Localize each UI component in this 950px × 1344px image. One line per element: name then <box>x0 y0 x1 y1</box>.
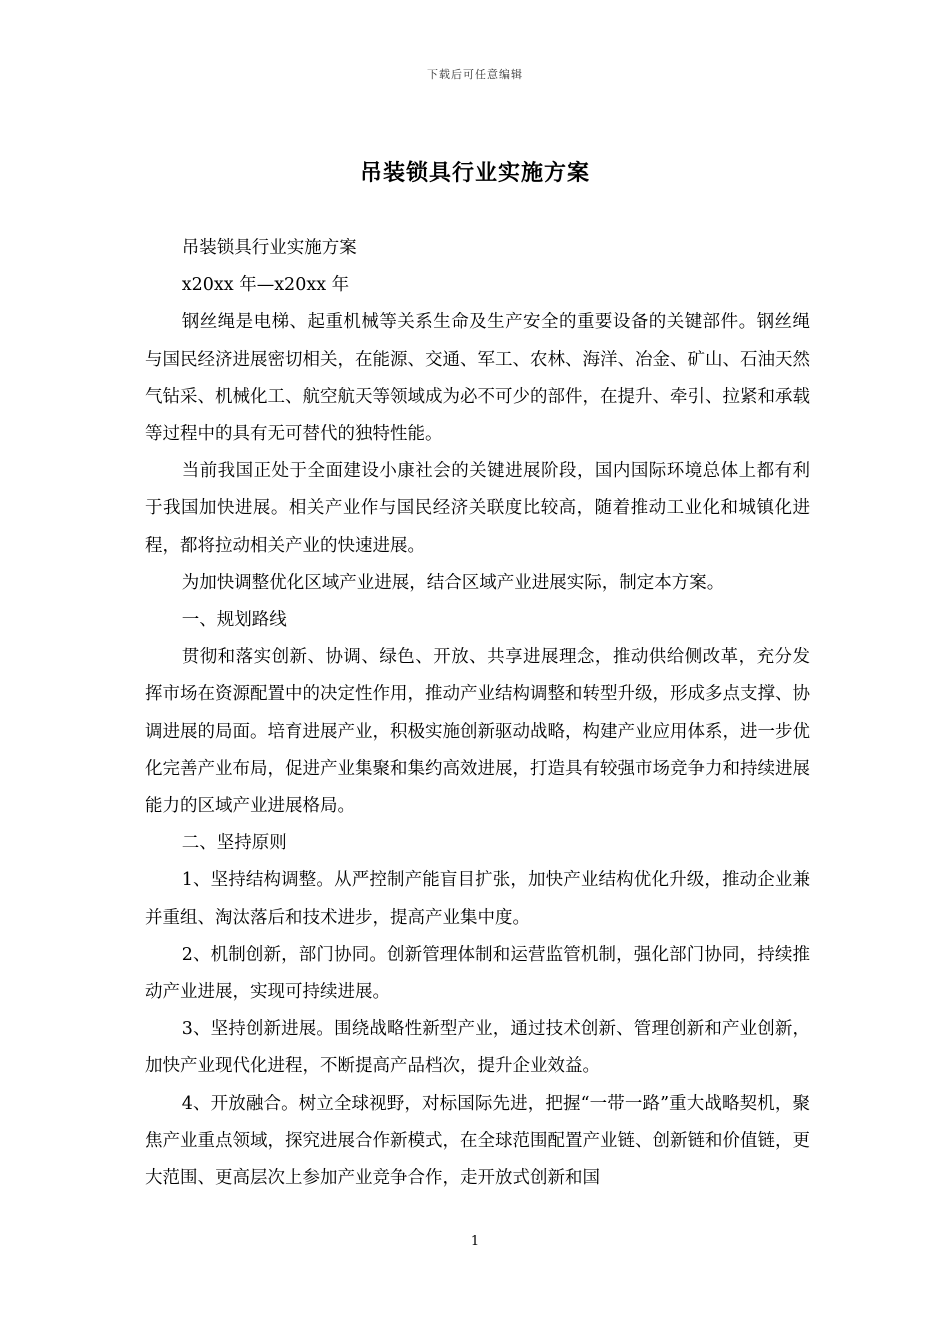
paragraph: 2、机制创新，部门协同。创新管理体制和运营监管机制，强化部门协同，持续推动产业进展，实现可持续进展。 <box>145 944 810 1003</box>
paragraph: 3、坚持创新进展。围绕战略性新型产业，通过技术创新、管理创新和产业创新，加快产业现代化进程，不断提高产品档次，提升企业效益。 <box>145 1019 810 1077</box>
document-body <box>145 230 810 1197</box>
section-heading: 二、坚持原则 <box>181 833 287 854</box>
paragraph: 当前我国正处于全面建设小康社会的关键进展阶段，国内国际环境总体上都有利于我国加快进展。相关产业作与国民经济关联度比较高，随着推动工业化和城镇化进程，都将拉动相关产业的快速进展。 <box>145 461 810 556</box>
paragraph: 4、开放融合。树立全球视野，对标国际先进，把握“一带一路”重大战略契机，聚焦产业重点领域，探究进展合作新模式，在全球范围配置产业链、创新链和价值链，更大范围、更高层次上参加产业竞争合作，走开放式创新和国 <box>145 1093 810 1189</box>
paragraph: 钢丝绳是电梯、起重机械等关系生命及生产安全的重要设备的关键部件。钢丝绳与国民经济进展密切相关，在能源、交通、军工、农林、海洋、冶金、矿山、石油天然气钻采、机械化工、航空航天等领域成为必不可少的部件，在提升、牵引、拉紧和承载等过程中的具有无可替代的独特性能。 <box>145 312 810 445</box>
paragraph: 为加快调整优化区域产业进展，结合区域产业进展实际，制定本方案。 <box>181 572 725 593</box>
page-number: 1 <box>470 1234 480 1249</box>
paragraph-period: x20xx 年—x20xx 年 <box>181 275 350 296</box>
header-note: 下载后可任意编辑 <box>427 68 523 81</box>
paragraph-subtitle: 吊装锁具行业实施方案 <box>181 238 357 258</box>
section-heading: 一、规划路线 <box>181 610 287 631</box>
paragraph: 1、坚持结构调整。从严控制产能盲目扩张，加快产业结构优化升级，推动企业兼并重组、淘汰落后和技术进步，提高产业集中度。 <box>145 870 810 928</box>
paragraph: 贯彻和落实创新、协调、绿色、开放、共享进展理念，推动供给侧改革，充分发挥市场在资源配置中的决定性作用，推动产业结构调整和转型升级，形成多点支撑、协调进展的局面。培育进展产业，积极实施创新驱动战略，构建产业应用体系，进一步优化完善产业布局，促进产业集聚和集约高效进展，打造具有较强市场竞争力和持续进展能力的区域产业进展格局。 <box>145 647 810 817</box>
document-title: 吊装锁具行业实施方案 <box>359 160 590 186</box>
